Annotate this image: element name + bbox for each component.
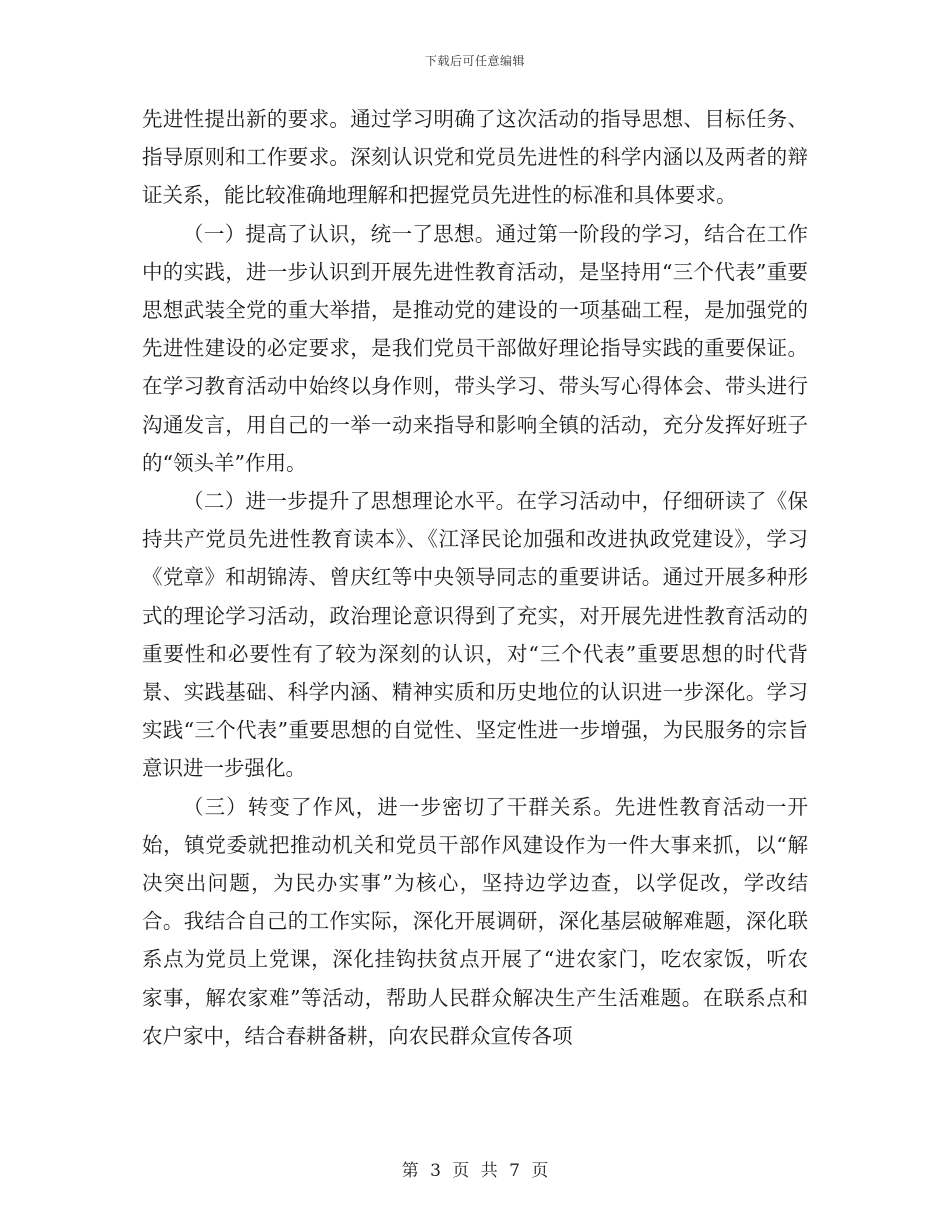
paragraph-section-2: （二）进一步提升了思想理论水平。在学习活动中，仔细研读了《保持共产党员先进性教育读本》、《江泽民论加强和改进执政党建设》，学习《党章》和胡锦涛、曾庆红等中央领导同志的重要讲话。通过开展多种形式的理论学习活动，政治理论意识得到了充实，对开展先进性教育活动的重要性和必要性有了较为深刻的认识，对“三个代表”重要思想的时代背景、实践基础、科学内涵、精神实质和历史地位的认识进一步深化。学习实践“三个代表”重要思想的自觉性、坚定性进一步增强，为民服务的宗旨意识进一步强化。 bbox=[142, 489, 808, 781]
paragraph-continuation: 先进性提出新的要求。通过学习明确了这次活动的指导思想、目标任务、指导原则和工作要求。深刻认识党和党员先进性的科学内涵以及两者的辩证关系，能比较准确地理解和把握党员先进性的标准和具体要求。 bbox=[142, 107, 808, 208]
paragraph-section-3: （三）转变了作风，进一步密切了干群关系。先进性教育活动一开始，镇党委就把推动机关和党员干部作风建设作为一件大事来抓，以“解决突出问题，为民办实事”为核心，坚持边学边查，以学促改，学改结合。我结合自己的工作实际，深化开展调研，深化基层破解难题，深化联系点为党员上党课，深化挂钩扶贫点开展了“进农家门，吃农家饭，听农家事，解农家难”等活动，帮助人民群众解决生产生活难题。在联系点和农户家中，结合春耕备耕，向农民群众宣传各项 bbox=[142, 794, 808, 1048]
document-body bbox=[142, 100, 808, 1055]
page-number: 第 3 页 共 7 页 bbox=[401, 1161, 549, 1181]
paragraph-section-1: （一）提高了认识，统一了思想。通过第一阶段的学习，结合在工作中的实践，进一步认识到开展先进性教育活动，是坚持用“三个代表”重要思想武装全党的重大举措，是推动党的建设的一项基础工程，是加强党的先进性建设的必定要求，是我们党员干部做好理论指导实践的重要保证。在学习教育活动中始终以身作则，带头学习、带头写心得体会、带头进行沟通发言，用自己的一举一动来指导和影响全镇的活动，充分发挥好班子的“领头羊”作用。 bbox=[142, 221, 808, 475]
page-header: 下载后可任意编辑 bbox=[424, 54, 525, 68]
